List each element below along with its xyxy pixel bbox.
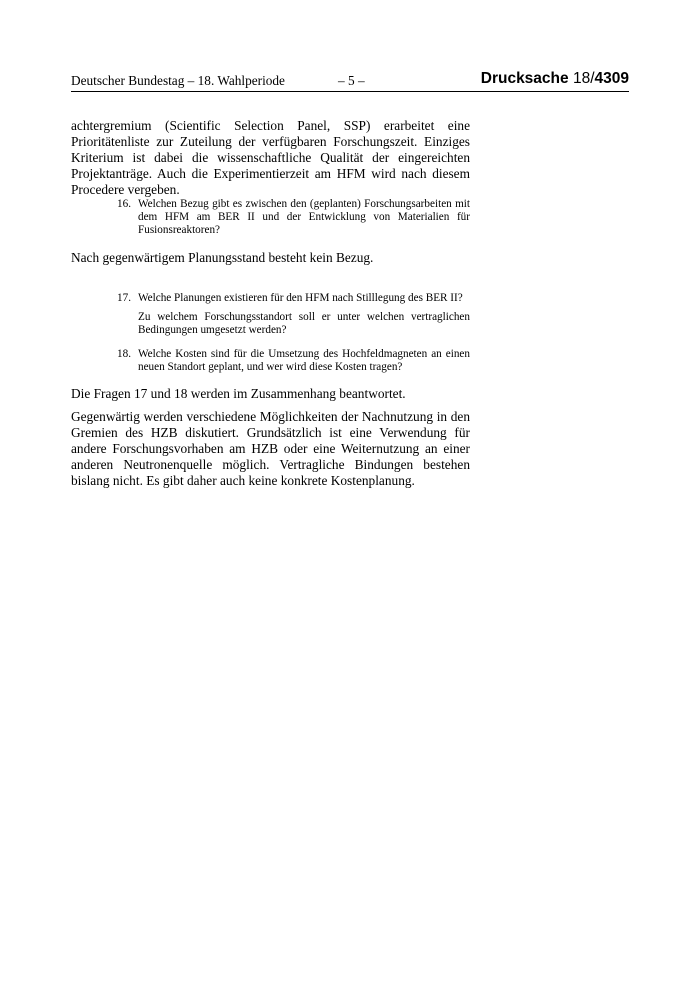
answer-16: Nach gegenwärtigem Planungsstand besteht kein Bezug. [71, 250, 374, 265]
doc-number-prefix: 18/ [572, 70, 595, 87]
question-number: 18. [117, 348, 131, 360]
question-text: Welche Planungen existieren für den HFM nach Stilllegung des BER II? [138, 292, 463, 304]
question-number: 17. [117, 292, 131, 304]
question-16 [117, 198, 470, 237]
continued-paragraph-block [71, 118, 470, 198]
answer-17-18-intro: Die Fragen 17 und 18 werden im Zusammenhang beantwortet. [71, 386, 406, 401]
question-text-followup: Zu welchem Forschungsstandort soll er unter welchen vertraglichen Bedingungen umgesetzt werden? [138, 310, 470, 336]
page-number: – 5 – [338, 73, 365, 88]
answer-17-18-intro-block [71, 386, 470, 402]
answer-16-block [71, 250, 470, 266]
question-text: Welche Kosten sind für die Umsetzung des Hochfeldmagneten an einen neuen Standort geplant, und wer wird diese Kosten tragen? [138, 348, 470, 373]
question-text: Welchen Bezug gibt es zwischen den (geplanten) Forschungsarbeiten mit dem HFM am BER II und der Entwicklung von Materialien für Fusionsreaktoren? [138, 198, 470, 236]
question-number: 16. [117, 198, 131, 210]
answer-17-18: Gegenwärtig werden verschiedene Möglichkeiten der Nachnutzung in den Gremien des HZB diskutiert. Grundsätzlich ist eine Verwendung für andere Forschungsvorhaben am HZB oder eine Weiternutzung an einer anderen Neutronenquelle möglich. Vertragliche Bindungen bestehen bislang nicht. Es gibt daher auch keine konkrete Kostenplanung. [71, 409, 470, 489]
question-17 [117, 292, 470, 337]
document-number [481, 70, 629, 88]
continued-paragraph: achtergremium (Scientific Selection Panel, SSP) erarbeitet eine Prioritätenliste zur Zuteilung der verfügbaren Forschungszeit. Einziges Kriterium ist dabei die wissenschaftliche Qualität der eingereichten Projektanträge. Auch die Experimentierzeit am HFM wird nach diesem Procedere vergeben. [71, 118, 470, 198]
answer-17-18-block [71, 409, 470, 489]
doc-label: Drucksache [480, 70, 569, 87]
doc-number-suffix: 4309 [594, 70, 629, 87]
question-18 [117, 348, 470, 374]
header-publication: Deutscher Bundestag – 18. Wahlperiode [71, 73, 285, 88]
page-header [71, 71, 629, 92]
